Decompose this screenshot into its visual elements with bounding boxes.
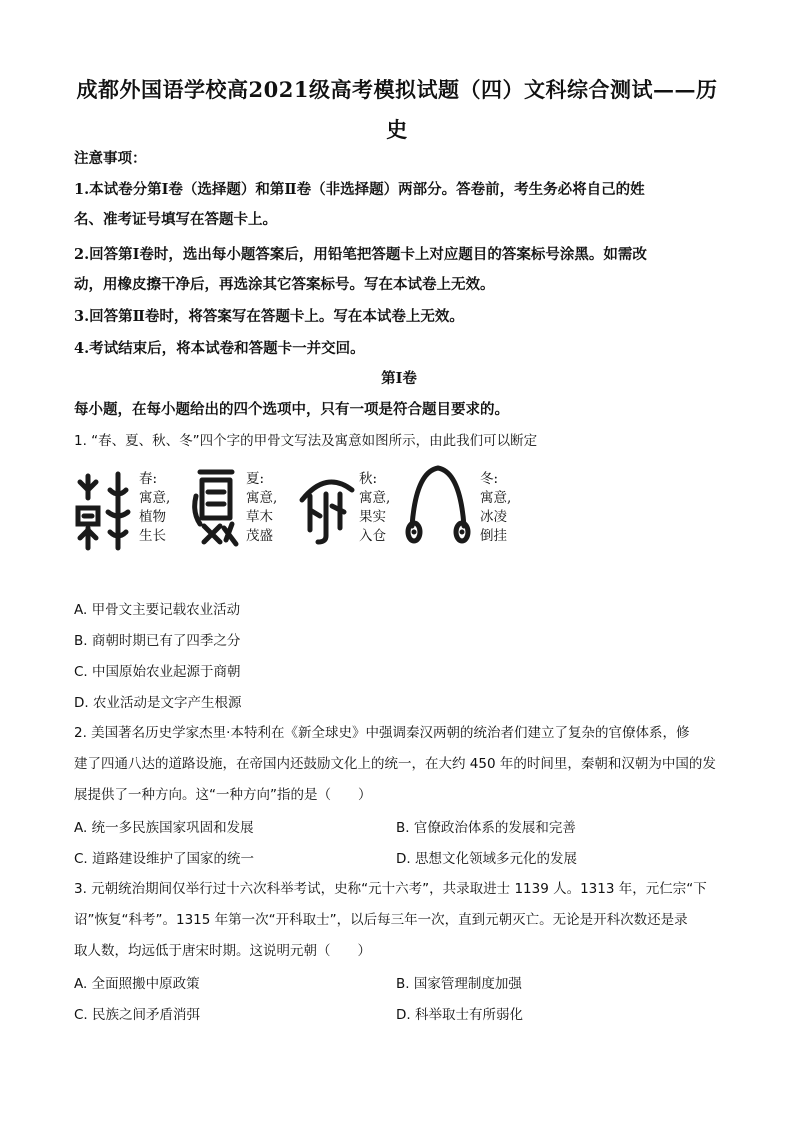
q2-option-d[interactable]: D. 思想文化领域多元化的发展	[396, 851, 577, 867]
q1-option-b[interactable]: B. 商朝时期已有了四季之分	[74, 633, 241, 649]
q3-option-d[interactable]: D. 科举取士有所弱化	[396, 1007, 523, 1023]
q2-stem-line2: 建了四通八达的道路设施，在帝国内还鼓励文化上的统一，在大约 450 年的时间里，秦朝和汉朝为中国的发	[74, 756, 716, 772]
exam-title	[60, 70, 734, 150]
q2-option-c[interactable]: C. 道路建设维护了国家的统一	[74, 851, 255, 867]
q1-option-a[interactable]: A. 甲骨文主要记载农业活动	[74, 602, 241, 618]
exam-title-line2: 史	[386, 117, 408, 142]
notice-item-4: 4.考试结束后，将本试卷和答题卡一并交回。	[74, 340, 365, 357]
notice-heading: 注意事项：	[74, 150, 147, 167]
notice-item-3: 3.回答第Ⅱ卷时，将答案写在答题卡上。写在本试卷上无效。	[74, 308, 464, 325]
oracle-glyph-chun-icon	[72, 468, 138, 552]
oracle-glyph-dong-icon	[402, 464, 474, 548]
q3-stem-line2: 诏”恢复“科考”。1315 年第一次“开科取士”，以后每三年一次，直到元朝灭亡。无论是开科次数还是录	[74, 912, 688, 928]
q1-option-c[interactable]: C. 中国原始农业起源于商朝	[74, 664, 241, 680]
q3-option-c[interactable]: C. 民族之间矛盾消弭	[74, 1007, 201, 1023]
glyph-label-qiu: 秋: 寓意, 果实 入仓	[359, 471, 391, 544]
q2-option-a[interactable]: A. 统一多民族国家巩固和发展	[74, 820, 254, 836]
glyph-label-xia: 夏: 寓意, 草木 茂盛	[246, 471, 278, 544]
oracle-glyph-xia-icon	[190, 466, 242, 550]
q2-stem-line3: 展提供了一种方向。这“一种方向”指的是（ ）	[74, 787, 372, 803]
exam-title-line1: 成都外国语学校高2021级高考模拟试题（四）文科综合测试——历	[76, 77, 718, 102]
section-instruction: 每小题，在每小题给出的四个选项中，只有一项是符合题目要求的。	[74, 401, 509, 418]
q1-option-d[interactable]: D. 农业活动是文字产生根源	[74, 695, 242, 711]
q1-stem: 1. “春、夏、秋、冬”四个字的甲骨文写法及寓意如图所示，由此我们可以断定	[74, 433, 538, 449]
q3-option-a[interactable]: A. 全面照搬中原政策	[74, 976, 200, 992]
section-title: 第Ⅰ卷	[381, 370, 417, 387]
q2-stem-line1: 2. 美国著名历史学家杰里·本特利在《新全球史》中强调秦汉两朝的统治者们建立了复杂的官僚体系，修	[74, 725, 690, 741]
notice-item-2-cont: 动，用橡皮擦干净后，再选涂其它答案标号。写在本试卷上无效。	[74, 276, 495, 293]
q3-option-b[interactable]: B. 国家管理制度加强	[396, 976, 522, 992]
q3-stem-line3: 取人数，均远低于唐宋时期。这说明元朝（ ）	[74, 943, 371, 959]
notice-item-1-cont: 名、准考证号填写在答题卡上。	[74, 211, 277, 228]
q2-option-b[interactable]: B. 官僚政治体系的发展和完善	[396, 820, 576, 836]
notice-item-1: 1.本试卷分第Ⅰ卷（选择题）和第Ⅱ卷（非选择题）两部分。答卷前，考生务必将自己的姓	[74, 181, 645, 198]
notice-item-2: 2.回答第Ⅰ卷时，选出每小题答案后，用铅笔把答题卡上对应题目的答案标号涂黑。如需改	[74, 246, 647, 263]
oracle-glyph-qiu-icon	[296, 466, 358, 546]
glyph-label-dong: 冬: 寓意, 冰凌 倒挂	[480, 471, 512, 544]
q3-stem-line1: 3. 元朝统治期间仅举行过十六次科举考试，史称“元十六考”，共录取进士 1139 人。1313 年，元仁宗“下	[74, 881, 707, 897]
glyph-label-chun: 春: 寓意, 植物 生长	[139, 471, 171, 544]
